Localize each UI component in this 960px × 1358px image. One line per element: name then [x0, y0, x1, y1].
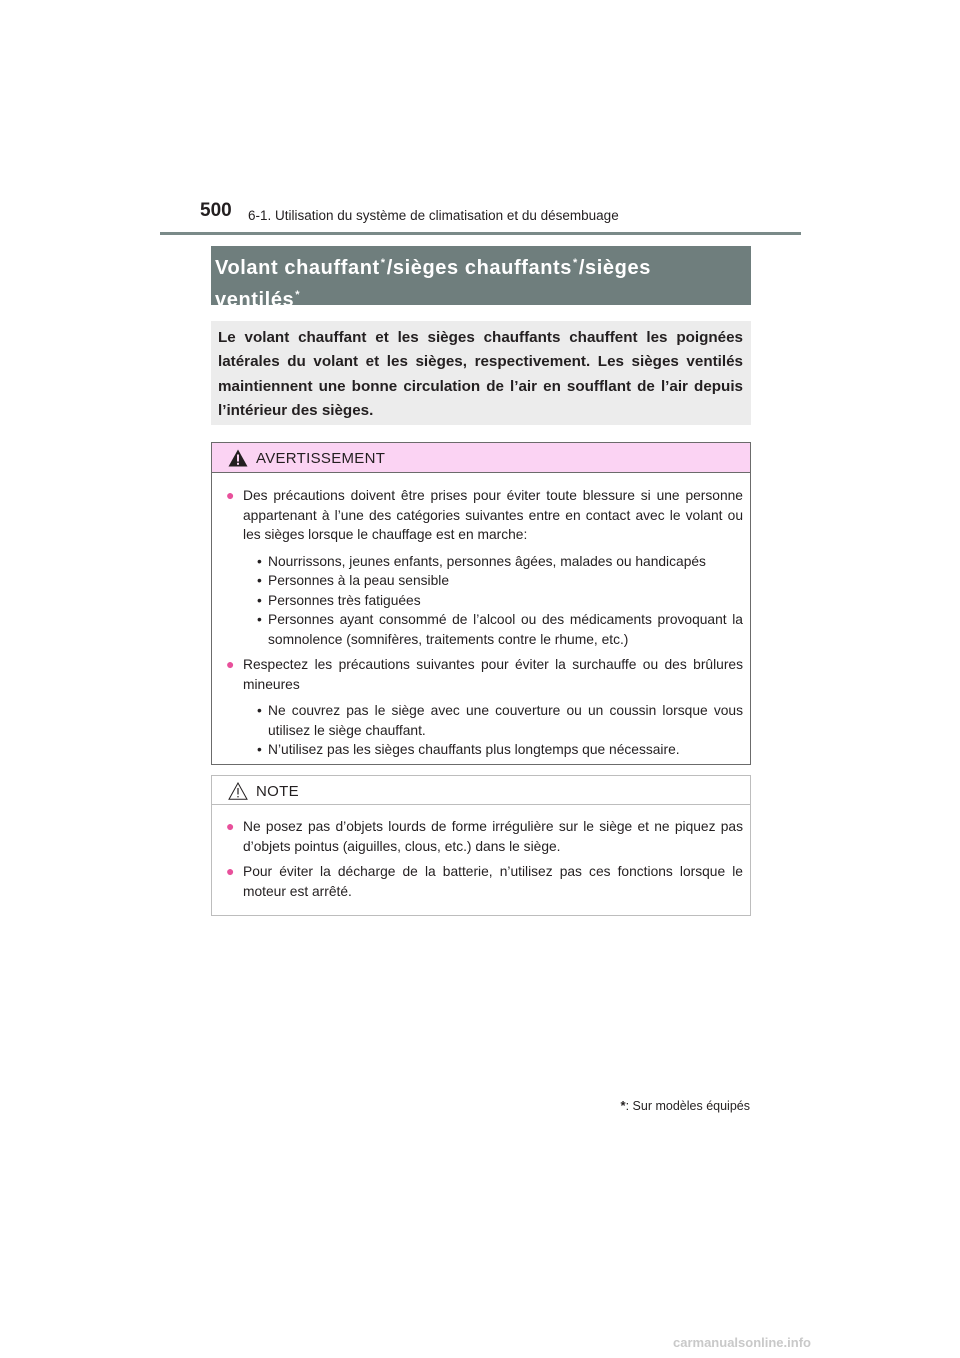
footnote-mark: *	[380, 257, 386, 269]
caution-outline-icon	[228, 782, 248, 800]
page-number: 500	[200, 200, 232, 221]
warning-subitem-text: Ne couvrez pas le siège avec une couverture ou un coussin lorsque vous utilisez le siège chauffant.	[268, 703, 743, 738]
watermark: carmanualsonline.info	[673, 1335, 811, 1350]
warning-subitem: • N’utilisez pas les sièges chauffants plus longtemps que nécessaire.	[257, 742, 680, 757]
section-title	[211, 246, 751, 311]
warning-item	[212, 655, 750, 694]
note-item	[212, 862, 750, 901]
intro-box	[211, 321, 751, 425]
section-header: 6-1. Utilisation du système de climatisation et du désembuage	[248, 208, 619, 223]
warning-subitem: • Personnes ayant consommé de l’alcool ou des médicaments provoquant la somnolence (somnifères, traitements contre le rhume, etc.)	[257, 612, 743, 647]
note-item	[212, 817, 750, 856]
note-box	[211, 775, 751, 916]
warning-subitem-text: Personnes ayant consommé de l’alcool ou des médicaments provoquant la somnolence (somnifères, traitements contre le rhume, etc.)	[268, 612, 743, 647]
header-rule	[160, 232, 801, 235]
warning-subitem: • Ne couvrez pas le siège avec une couverture ou un coussin lorsque vous utilisez le siège chauffant.	[257, 703, 743, 738]
warning-subitem-text: Personnes très fatiguées	[268, 592, 421, 608]
footnote	[621, 1098, 750, 1113]
intro-text: Le volant chauffant et les sièges chauffants chauffent les poignées latérales du volant et les sièges, respectivement. Les sièges ventilés maintiennent une bonne circulation de l’air en soufflant de l’air depuis l’intérieur des sièges.	[218, 329, 743, 420]
note-body	[212, 817, 750, 901]
note-label: NOTE	[256, 783, 299, 800]
title-part-1: Volant chauffant	[215, 257, 380, 279]
title-part-4: ventilés	[215, 289, 295, 311]
note-item-text: Pour éviter la décharge de la batterie, n’utilisez pas ces fonctions lorsque le moteur est arrêté.	[243, 864, 743, 899]
note-item-text: Ne posez pas d’objets lourds de forme irrégulière sur le siège et ne piquez pas d’objets pointus (aiguilles, clous, etc.) dans le siège.	[243, 819, 743, 854]
footnote-mark: *	[295, 289, 301, 301]
warning-label: AVERTISSEMENT	[256, 450, 386, 467]
title-part-3: /sièges	[578, 257, 651, 279]
warning-subitem: • Personnes à la peau sensible	[257, 573, 450, 588]
warning-subitem-text: Nourrissons, jeunes enfants, personnes âgées, malades ou handicapés	[268, 553, 706, 569]
warning-box	[211, 442, 751, 765]
warning-subitem: • Nourrissons, jeunes enfants, personnes âgées, malades ou handicapés	[257, 553, 706, 569]
bullet-icon: ●	[226, 656, 235, 672]
bullet-icon: ●	[226, 863, 235, 879]
warning-subitem-text: N’utilisez pas les sièges chauffants plus longtemps que nécessaire.	[268, 742, 680, 757]
warning-item-text: Respectez les précautions suivantes pour éviter la surchauffe ou des brûlures mineures	[243, 657, 743, 692]
warning-item-text: Des précautions doivent être prises pour éviter toute blessure si une personne appartenant à l’une des catégories suivantes entre en contact avec le volant ou les sièges lorsque le chauffage est en marche:	[243, 488, 743, 542]
bullet-icon: ●	[226, 818, 235, 834]
warning-header	[212, 443, 750, 473]
warning-triangle-icon	[228, 449, 248, 467]
footnote-text: : Sur modèles équipés	[625, 1099, 750, 1113]
footnote-star: *	[620, 1098, 626, 1113]
footnote-mark: *	[573, 257, 578, 269]
warning-subitem: • Personnes très fatiguées	[257, 592, 421, 608]
warning-item	[212, 486, 750, 545]
warning-subitem-text: Personnes à la peau sensible	[268, 573, 450, 588]
bullet-icon: ●	[226, 487, 235, 503]
warning-body	[212, 486, 750, 760]
note-header	[212, 776, 750, 805]
title-part-2: /sièges chauffants	[386, 257, 572, 279]
